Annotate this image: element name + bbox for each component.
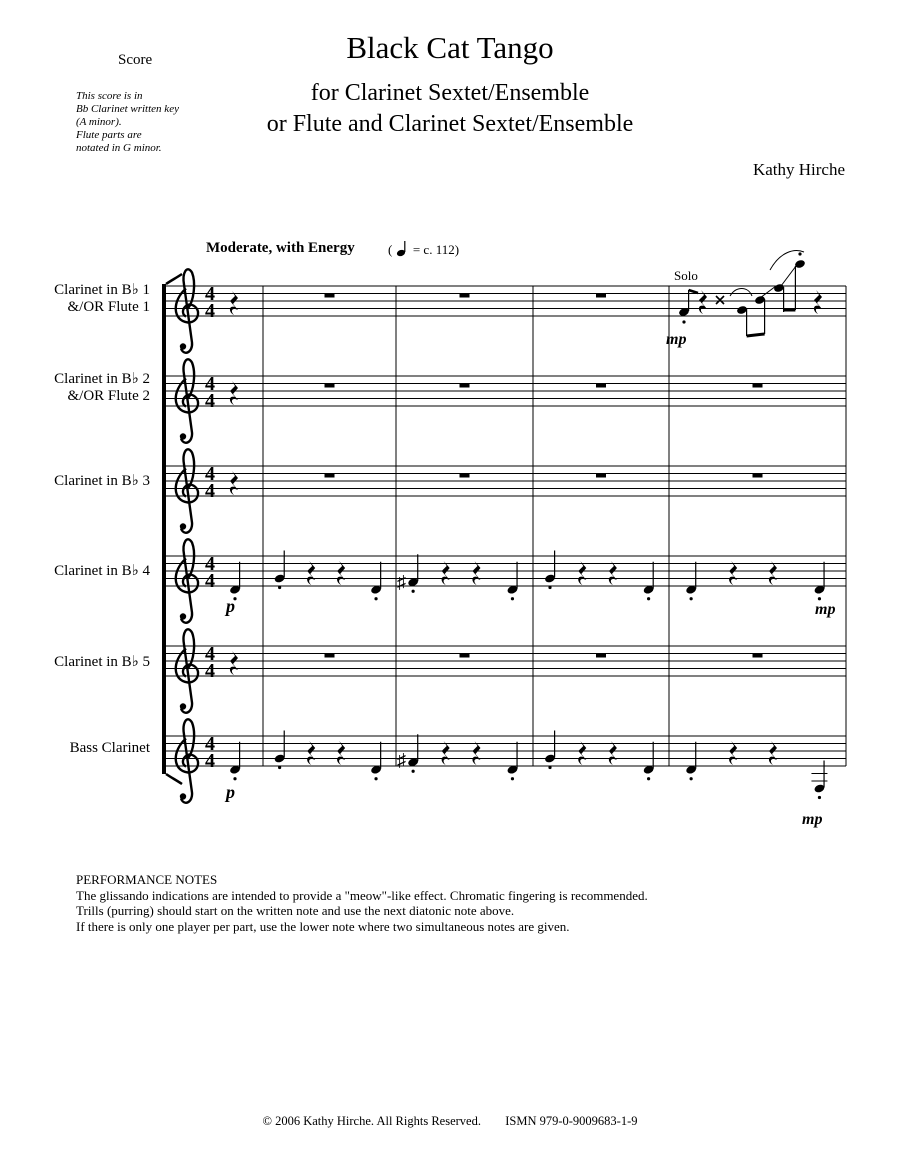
time-signature-bottom: 4 (205, 390, 215, 412)
quarter-rest-icon (230, 651, 238, 675)
quarter-note (229, 562, 241, 601)
whole-rest-icon (596, 654, 606, 658)
quarter-rest-icon (609, 561, 617, 585)
subtitle-line-2: or Flute and Clarinet Sextet/Ensemble (266, 111, 634, 137)
whole-rest-icon (325, 294, 335, 298)
key-note-line: (A minor). (76, 116, 122, 128)
whole-rest-icon (596, 474, 606, 478)
metronome-value: = c. 112) (412, 242, 460, 257)
instrument-line: Clarinet in B♭ 3 (54, 473, 150, 489)
time-signature-top: 4 (205, 553, 215, 575)
quarter-note (370, 562, 382, 601)
quarter-rest-icon (729, 561, 737, 585)
quarter-rest-icon (337, 561, 345, 585)
key-note-line: This score is in (76, 90, 143, 102)
whole-rest-icon (596, 384, 606, 388)
quarter-note (643, 562, 655, 601)
performance-note-line: Trills (purring) should start on the written note and use the next diatonic note above. (76, 903, 515, 918)
time-signature-bottom: 4 (205, 750, 215, 772)
performance-note-line: If there is only one player per part, use the lower note where two simultaneous notes are given. (76, 918, 570, 934)
ismn: ISMN 979-0-9009683-1-9 (505, 1114, 638, 1128)
sharp-accidental: ♯ (397, 750, 406, 770)
key-note-line: Flute parts are (76, 129, 142, 141)
quarter-note (407, 554, 419, 593)
time-signature-bottom: 4 (205, 300, 215, 322)
time-signature-top: 4 (205, 643, 215, 665)
treble-clef-icon (176, 539, 198, 622)
time-signature-bottom: 4 (205, 480, 215, 502)
quarter-rest-icon (472, 561, 480, 585)
quarter-note (507, 562, 519, 601)
performance-notes-heading: PERFORMANCE NOTES (76, 872, 218, 887)
quarter-note (229, 742, 241, 781)
quarter-rest-icon (230, 381, 238, 405)
quarter-rest-icon (337, 741, 345, 765)
quarter-rest-icon (769, 741, 777, 765)
time-signature-top: 4 (205, 463, 215, 485)
quarter-rest-icon (729, 741, 737, 765)
quarter-rest-icon (609, 741, 617, 765)
whole-rest-icon (460, 384, 470, 388)
instrument-line: Clarinet in B♭ 1 (54, 282, 150, 298)
time-signature-top: 4 (205, 283, 215, 305)
quarter-note (685, 562, 697, 601)
treble-clef-icon (176, 629, 198, 712)
dynamic-p: p (226, 596, 235, 616)
quarter-note (507, 742, 519, 781)
staves (166, 269, 846, 802)
dynamic-p: p (226, 782, 235, 802)
whole-rest-icon (460, 294, 470, 298)
quarter-rest-icon (442, 741, 450, 765)
performance-note-line: The glissando indications are intended to provide a "meow"-like effect. Chromatic fingering is recommended. (76, 887, 648, 903)
system-bracket (162, 274, 182, 784)
quarter-note (370, 742, 382, 781)
quarter-rest-icon (442, 561, 450, 585)
time-signature-top: 4 (205, 733, 215, 755)
instrument-line: &/OR Flute 2 (67, 388, 150, 404)
whole-rest-icon (460, 474, 470, 478)
sharp-accidental: ♯ (397, 572, 406, 592)
treble-clef-icon (176, 359, 198, 442)
treble-clef-icon (176, 449, 198, 532)
subtitle-line-1: for Clarinet Sextet/Ensemble (310, 80, 590, 106)
solo-passage (666, 251, 822, 348)
quarter-note (685, 742, 697, 781)
quarter-note (407, 734, 419, 773)
quarter-rest-icon (578, 741, 586, 765)
time-signature-bottom: 4 (205, 570, 215, 592)
instrument-line: &/OR Flute 1 (67, 299, 150, 315)
key-note-line: notated in G minor. (76, 142, 162, 154)
copyright: © 2006 Kathy Hirche. All Rights Reserved. (262, 1114, 481, 1128)
footer (0, 1114, 900, 1129)
quarter-rest-icon (472, 741, 480, 765)
whole-rest-icon (753, 384, 763, 388)
key-note-line: Bb Clarinet written key (76, 103, 179, 115)
dynamic-mp: mp (666, 331, 687, 348)
quarter-rest-icon (230, 291, 238, 315)
whole-rest-icon (325, 654, 335, 658)
time-signature-bottom: 4 (205, 660, 215, 682)
whole-rest-icon (460, 654, 470, 658)
solo-label: Solo (674, 268, 698, 283)
whole-rest-icon (753, 654, 763, 658)
treble-clef-icon (176, 269, 198, 352)
quarter-note (814, 562, 826, 601)
treble-clef-icon (176, 719, 198, 802)
whole-rest-icon (596, 294, 606, 298)
instrument-line: Clarinet in B♭ 2 (54, 371, 150, 387)
time-signature-top: 4 (205, 373, 215, 395)
dynamic-mp: mp (802, 811, 823, 828)
dynamic-mp: mp (815, 601, 836, 618)
quarter-rest-icon (769, 561, 777, 585)
whole-rest-icon (753, 474, 763, 478)
whole-rest-icon (325, 474, 335, 478)
instrument-line: Clarinet in B♭ 4 (54, 563, 150, 579)
quarter-rest-icon (307, 741, 315, 765)
tempo-marking: Moderate, with Energy (206, 240, 355, 256)
instrument-line: Clarinet in B♭ 5 (54, 654, 150, 670)
whole-rest-icon (325, 384, 335, 388)
score-label: Score (118, 52, 153, 68)
instrument-line: Bass Clarinet (69, 740, 150, 756)
metronome-paren: ( (388, 242, 393, 257)
quarter-rest-icon (230, 471, 238, 495)
performance-notes (76, 872, 836, 934)
quarter-rest-icon (578, 561, 586, 585)
composer: Kathy Hirche (752, 160, 845, 179)
quarter-note (643, 742, 655, 781)
piece-title: Black Cat Tango (346, 30, 554, 65)
quarter-rest-icon (307, 561, 315, 585)
